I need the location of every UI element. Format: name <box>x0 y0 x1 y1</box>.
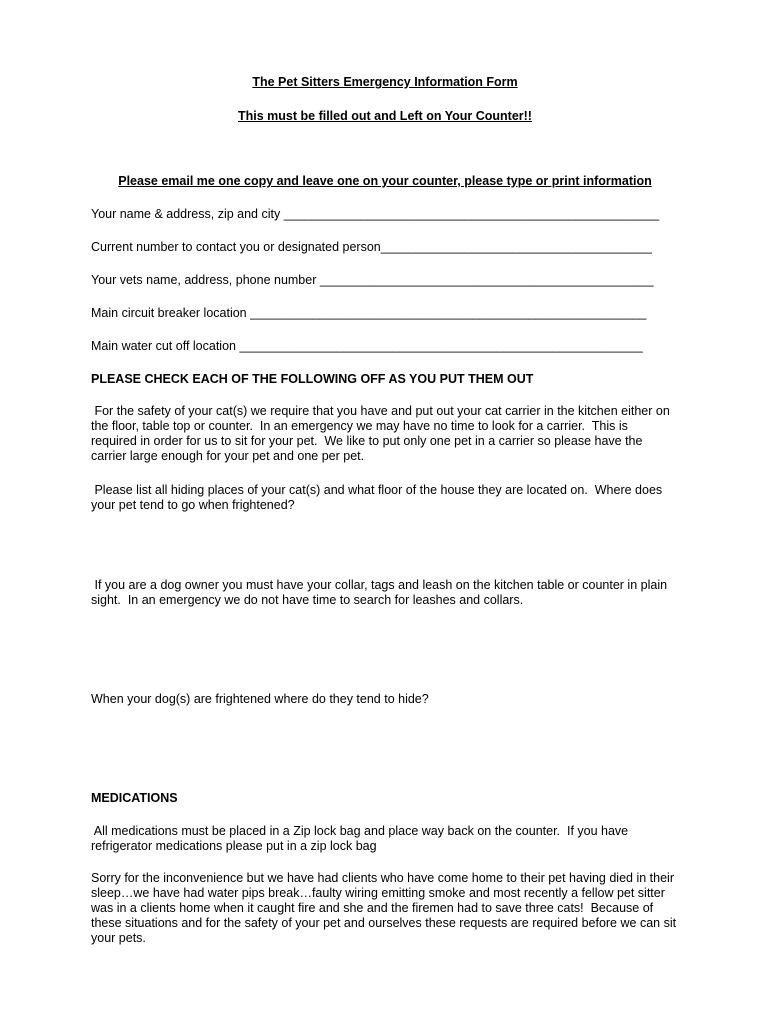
field-name-address[interactable]: Your name & address, zip and city ______________________________________________________ <box>91 207 660 221</box>
dog-line: sight. In an emergency we do not have time to search for leashes and collars. <box>91 593 524 607</box>
sorry-line: your pets. <box>91 931 146 945</box>
medications-heading: MEDICATIONS <box>91 791 178 805</box>
carrier-line: required in order for us to sit for your pet. We like to put only one pet in a carrier so please have the <box>91 434 643 448</box>
sorry-line: was in a clients home when it caught fire and she and the firemen had to save three cats! Because of <box>91 901 654 915</box>
check-heading: PLEASE CHECK EACH OF THE FOLLOWING OFF AS YOU PUT THEM OUT <box>91 372 534 386</box>
hiding-paragraph <box>91 483 681 513</box>
medications-paragraph <box>91 824 681 854</box>
hiding-line: Please list all hiding places of your cat(s) and what floor of the house they are located on. Where does <box>91 483 663 497</box>
sorry-line: Sorry for the inconvenience but we have had clients who have come home to their pet having died in their <box>91 871 674 885</box>
hiding-line: your pet tend to go when frightened? <box>91 498 295 512</box>
sorry-paragraph <box>91 871 681 946</box>
field-water-cutoff[interactable]: Main water cut off location __________________________________________________________ <box>91 339 643 353</box>
field-contact-number[interactable]: Current number to contact you or designated person_______________________________________ <box>91 240 652 254</box>
field-circuit-breaker[interactable]: Main circuit breaker location _________________________________________________________ <box>91 306 647 320</box>
form-instruction: Please email me one copy and leave one on your counter, please type or print information <box>118 174 652 188</box>
dog-line: If you are a dog owner you must have your collar, tags and leash on the kitchen table or counter in plain <box>91 578 668 592</box>
field-vet-info[interactable]: Your vets name, address, phone number ________________________________________________ <box>91 273 654 287</box>
carrier-line: carrier large enough for your pet and one per pet. <box>91 449 365 463</box>
form-subtitle: This must be filled out and Left on Your Counter!! <box>238 109 532 123</box>
sorry-line: these situations and for the safety of your pet and ourselves these requests are required before we can sit <box>91 916 677 930</box>
carrier-paragraph <box>91 404 681 464</box>
carrier-line: For the safety of your cat(s) we require that you have and put out your cat carrier in the kitchen either on <box>91 404 670 418</box>
carrier-line: the floor, table top or counter. In an emergency we may have no time to look for a carrier. This is <box>91 419 628 433</box>
dog-hide-question: When your dog(s) are frightened where do they tend to hide? <box>91 692 429 706</box>
form-title: The Pet Sitters Emergency Information Form <box>252 75 518 89</box>
medications-line: refrigerator medications please put in a zip lock bag <box>91 839 377 853</box>
sorry-line: sleep…we have had water pips break…faulty wiring emitting smoke and most recently a fellow pet sitter <box>91 886 665 900</box>
medications-line: All medications must be placed in a Zip lock bag and place way back on the counter. If you have <box>91 824 629 838</box>
dog-paragraph <box>91 578 681 608</box>
